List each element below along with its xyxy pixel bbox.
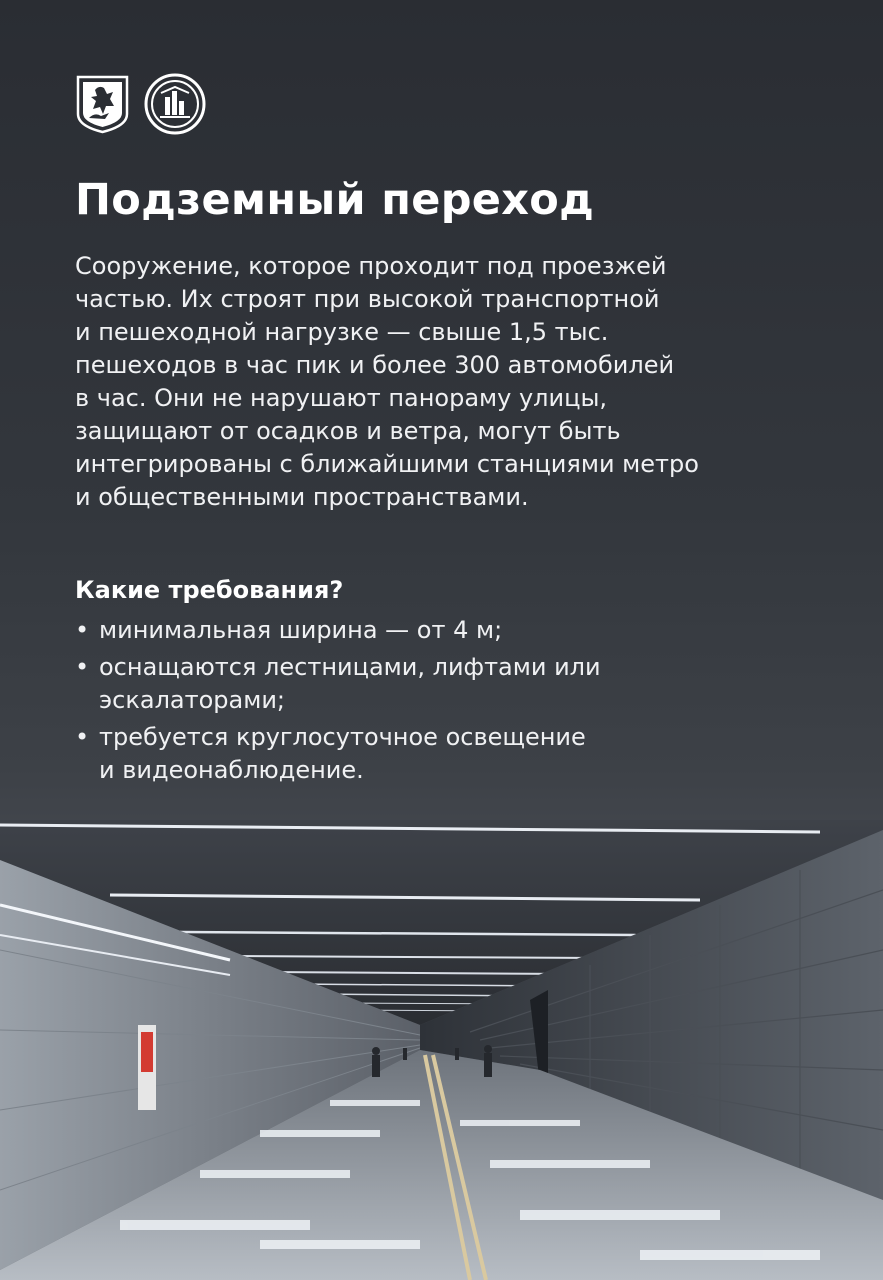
requirement-line: и видеонаблюдение. bbox=[99, 756, 364, 784]
bullet: • bbox=[75, 723, 90, 751]
bullet: • bbox=[75, 616, 90, 644]
description-line: интегрированы с ближайшими станциями метро bbox=[75, 450, 699, 478]
requirements-list bbox=[75, 614, 601, 791]
description-line: частью. Их строят при высокой транспортной bbox=[75, 285, 660, 313]
logos bbox=[75, 73, 206, 135]
requirement-item bbox=[75, 721, 601, 787]
moscow-coat-of-arms-icon bbox=[75, 74, 130, 134]
requirement-item bbox=[75, 651, 601, 717]
requirements-heading: Какие требования? bbox=[75, 576, 344, 604]
description bbox=[75, 250, 835, 514]
requirement-line: оснащаются лестницами, лифтами или bbox=[99, 653, 601, 681]
requirement-line: эскалаторами; bbox=[99, 686, 286, 714]
requirement-item bbox=[75, 614, 601, 647]
requirement-line: минимальная ширина — от 4 м; bbox=[99, 616, 503, 644]
description-line: и общественными пространствами. bbox=[75, 483, 529, 511]
requirement-line: требуется круглосуточное освещение bbox=[99, 723, 586, 751]
description-line: защищают от осадков и ветра, могут быть bbox=[75, 417, 621, 445]
description-line: пешеходов в час пик и более 300 автомобилей bbox=[75, 351, 675, 379]
description-line: в час. Они не нарушают панораму улицы, bbox=[75, 384, 608, 412]
underpass-photo bbox=[0, 800, 883, 1280]
description-line: Сооружение, которое проходит под проезжей bbox=[75, 252, 667, 280]
description-line: и пешеходной нагрузке — свыше 1,5 тыс. bbox=[75, 318, 609, 346]
bullet: • bbox=[75, 653, 90, 681]
page-title: Подземный переход bbox=[75, 175, 595, 225]
construction-emblem-icon bbox=[144, 73, 206, 135]
underpass-illustration bbox=[0, 800, 883, 1280]
